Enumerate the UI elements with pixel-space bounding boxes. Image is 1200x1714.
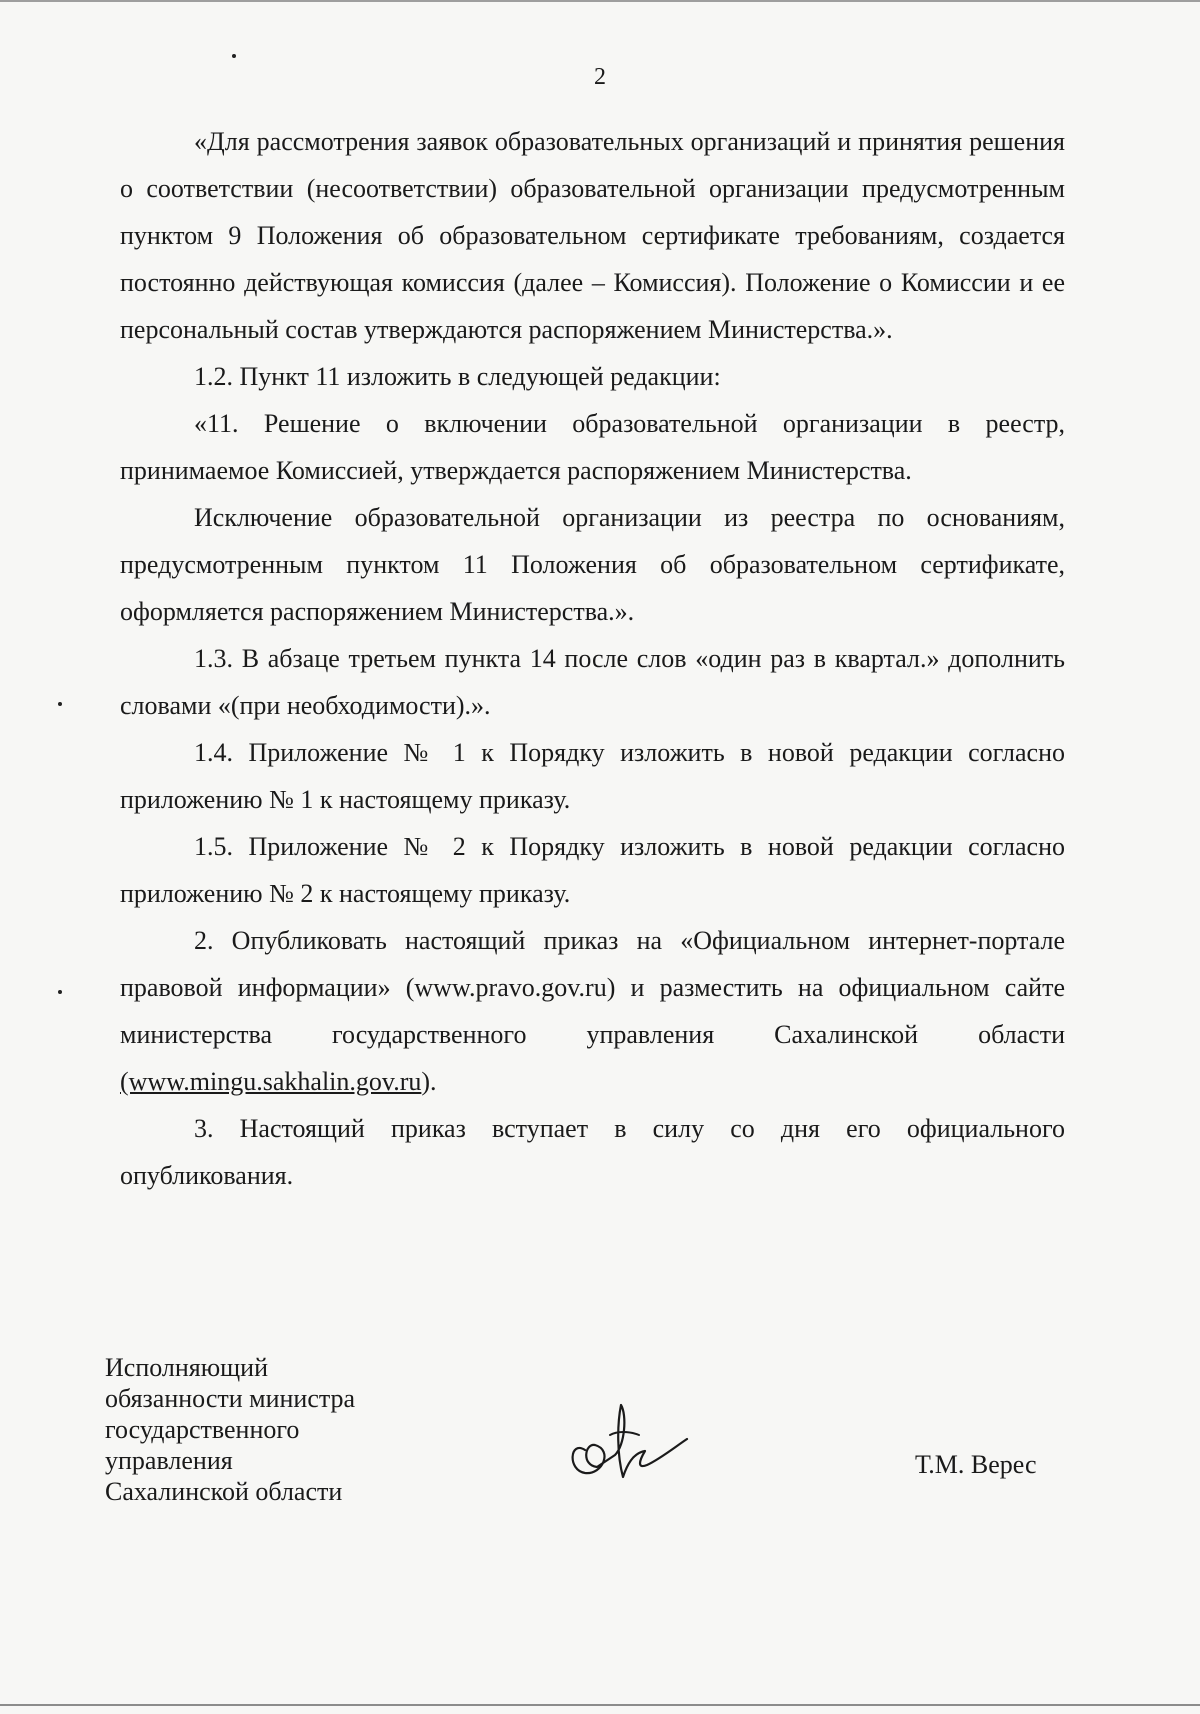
- scan-speck: [58, 990, 62, 994]
- paragraph-1-3: 1.3. В абзаце третьем пункта 14 после слов «один раз в квартал.» дополнить словами «(при необходимости).».: [120, 644, 1065, 720]
- signatory-title-line: Исполняющий: [105, 1353, 269, 1382]
- signer-name: Т.М. Верес: [915, 1450, 1037, 1479]
- signatory-title-line: Сахалинской области: [105, 1477, 343, 1506]
- signatory-title-line: государственного: [105, 1415, 300, 1444]
- paragraph-1-4: 1.4. Приложение № 1 к Порядку изложить в новой редакции согласно приложению № 1 к настоящему приказу.: [120, 738, 1065, 814]
- scan-speck: [232, 54, 236, 58]
- document-body: [120, 118, 1065, 1199]
- paragraph-exclusion: Исключение образовательной организации из реестра по основаниям, предусмотренным пунктом 11 Положения об образовательном сертификате, оформляется распоряжением Министерства.».: [120, 503, 1065, 626]
- scan-speck: [58, 702, 62, 706]
- paragraph-3-effective: 3. Настоящий приказ вступает в силу со дня его официального опубликования.: [120, 1114, 1065, 1190]
- paragraph-commission: «Для рассмотрения заявок образовательных организаций и принятия решения о соответствии (несоответствии) образовательной организации предусмотренным пунктом 9 Положения об образовательном сертификате требованиям, создается постоянно действующая комиссия (далее – Комиссия). Положение о Комиссии и ее персональный состав утверждаются распоряжением Министерства.».: [120, 127, 1065, 344]
- signatory-title-line: управления: [105, 1446, 233, 1475]
- paragraph-2-text: 2. Опубликовать настоящий приказ на «Официальном интернет-портале правовой информации» (www.pravo.gov.ru) и разместить на официальном сайте министерства государственного управления Сахалинской области: [120, 926, 1065, 1049]
- handwritten-signature: [555, 1395, 695, 1495]
- paragraph-1-5: 1.5. Приложение № 2 к Порядку изложить в новой редакции согласно приложению № 2 к настоящему приказу.: [120, 832, 1065, 908]
- scan-edge-bottom: [0, 1704, 1200, 1706]
- scan-edge-top: [0, 0, 1200, 16]
- paragraph-item-11: «11. Решение о включении образовательной организации в реестр, принимаемое Комиссией, утверждается распоряжением Министерства.: [120, 409, 1065, 485]
- signatory-title: [105, 1352, 425, 1507]
- website-link[interactable]: (www.mingu.sakhalin.gov.ru: [120, 1067, 422, 1096]
- paragraph-2-publish: [120, 917, 1065, 1105]
- paragraph-1-2: 1.2. Пункт 11 изложить в следующей редакции:: [194, 362, 721, 391]
- signatory-title-line: обязанности министра: [105, 1384, 356, 1413]
- link-suffix: ).: [421, 1067, 437, 1096]
- page-number: 2: [594, 64, 606, 90]
